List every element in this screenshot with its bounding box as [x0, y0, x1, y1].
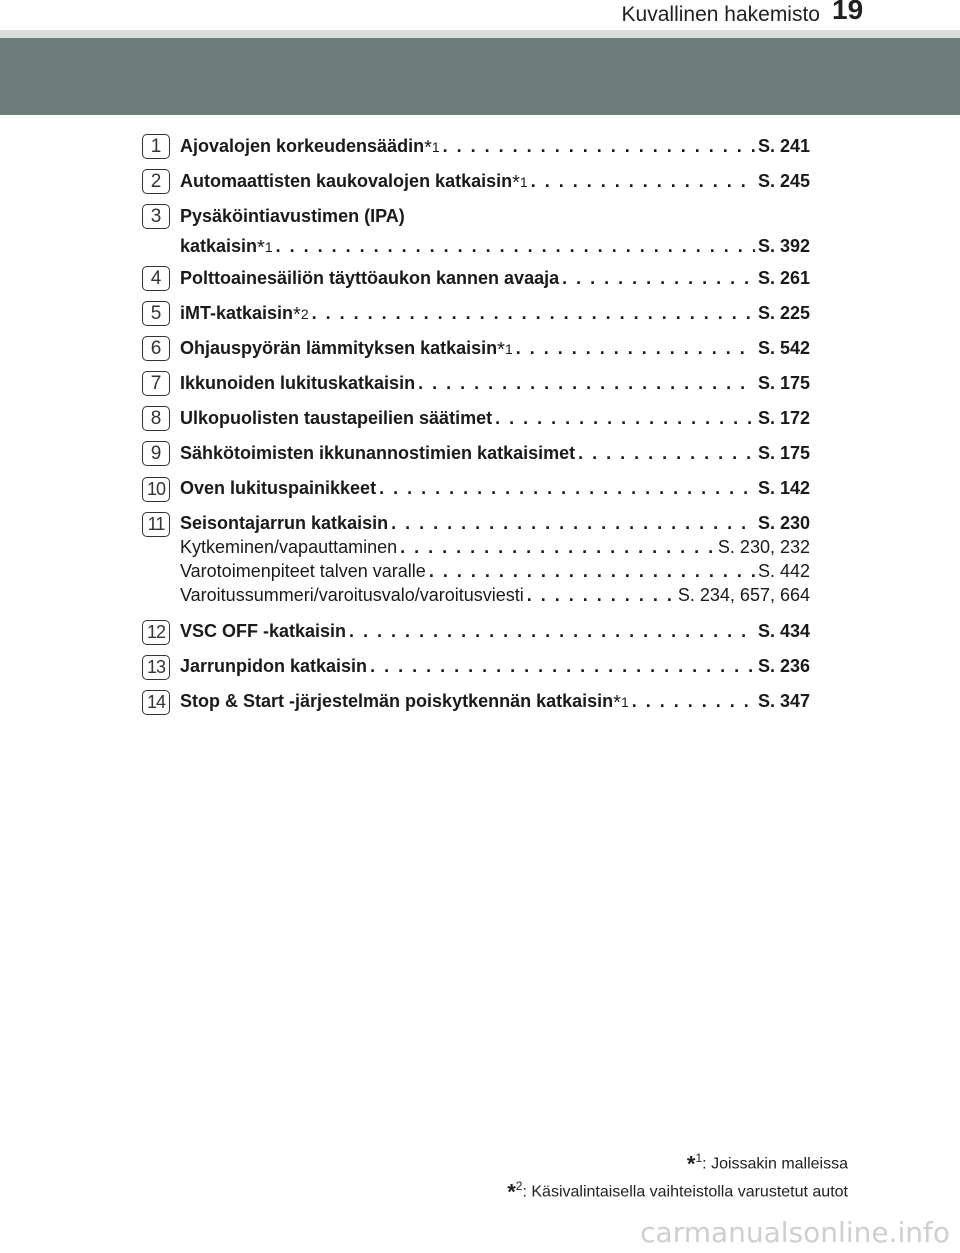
page-reference: S. 392: [757, 236, 810, 256]
page-reference: S. 175: [757, 443, 810, 463]
sub-entry: [180, 583, 810, 607]
index-entry: [180, 441, 810, 465]
page-reference: S. 245: [757, 171, 810, 191]
sub-entry-label: Varotoimenpiteet talven varalle: [180, 561, 426, 581]
sub-entry: [180, 535, 810, 559]
leader-dots: [531, 169, 755, 193]
footnote: *$^2$: Käsivalintaisella vaihteistolla varustetut autot: [507, 1179, 848, 1205]
leader-dots: [527, 583, 675, 607]
entry-label: Jarrunpidon katkaisin: [180, 656, 368, 676]
entry-label: Oven lukituspainikkeet: [180, 478, 377, 498]
leader-dots: [443, 134, 755, 158]
index-entry: [180, 406, 810, 430]
page-reference: S. 241: [757, 136, 810, 156]
entry-label: Sähkötoimisten ikkunannostimien katkaisimet: [180, 443, 576, 463]
entry-label: Ikkunoiden lukituskatkaisin: [180, 373, 416, 393]
entry-label: Ohjauspyörän lämmityksen katkaisin: [180, 338, 498, 358]
footnote-ref: *1: [257, 237, 273, 259]
page-number: 19: [832, 0, 864, 25]
leader-dots: [578, 441, 755, 465]
index-entry: [180, 476, 810, 500]
footnote-ref: *1: [497, 339, 513, 361]
index-entry: [180, 266, 810, 290]
entry-number-badge: 4: [142, 266, 170, 291]
section-title: Kuvallinen hakemisto: [621, 3, 820, 26]
entry-label: Automaattisten kaukovalojen katkaisin: [180, 171, 513, 191]
index-entry: [180, 654, 810, 678]
page-reference: S. 172: [757, 408, 810, 428]
sub-entry: [180, 559, 810, 583]
entry-number-badge: 8: [142, 406, 170, 431]
entry-number-badge: 10: [142, 477, 170, 502]
entry-label: Polttoainesäiliön täyttöaukon kannen avaaja: [180, 268, 560, 288]
page-reference: S. 347: [757, 691, 810, 711]
index-entry: [180, 371, 810, 395]
entry-number-badge: 9: [142, 441, 170, 466]
entry-number-badge: 14: [142, 690, 170, 715]
index-entry: [180, 134, 810, 158]
sub-entry-page: S. 230, 232: [717, 537, 810, 557]
leader-dots: [562, 266, 755, 290]
leader-dots: [418, 371, 755, 395]
entry-number-badge: 6: [142, 336, 170, 361]
leader-dots: [429, 559, 755, 583]
footnote: *$^1$: Joissakin malleissa: [686, 1151, 848, 1177]
entry-label: Ulkopuolisten taustapeilien säätimet: [180, 408, 493, 428]
sub-entry-page: S. 442: [757, 561, 810, 581]
sub-entry-page: S. 234, 657, 664: [677, 585, 810, 605]
page-reference: S. 434: [757, 621, 810, 641]
entry-number-badge: 13: [142, 655, 170, 680]
entry-label: VSC OFF -katkaisin: [180, 621, 347, 641]
page-reference: S. 236: [757, 656, 810, 676]
leader-dots: [400, 535, 715, 559]
leader-dots: [276, 234, 755, 258]
leader-dots: [632, 689, 755, 713]
header-band-light: [0, 30, 960, 38]
leader-dots: [349, 619, 755, 643]
entry-number-badge: 3: [142, 204, 170, 229]
footnote-ref: *1: [512, 172, 528, 194]
page-reference: S. 175: [757, 373, 810, 393]
leader-dots: [516, 336, 755, 360]
leader-dots: [379, 476, 755, 500]
leader-dots: [370, 654, 755, 678]
index-entry: [180, 689, 810, 713]
entry-label: iMT-katkaisin: [180, 303, 294, 323]
entry-label: katkaisin: [180, 236, 258, 256]
index-entry: [180, 511, 810, 607]
entry-label: Stop & Start -järjestelmän poiskytkennän katkaisin: [180, 691, 614, 711]
page-reference: S. 225: [757, 303, 810, 323]
entry-number-badge: 2: [142, 169, 170, 194]
footnote-ref: *2: [293, 304, 309, 326]
entry-label-line1: Pysäköintiavustimen (IPA): [180, 206, 405, 226]
entry-label: Ajovalojen korkeudensäädin: [180, 136, 425, 156]
page-reference: S. 542: [757, 338, 810, 358]
entry-label: Seisontajarrun katkaisin: [180, 513, 389, 533]
entry-number-badge: 11: [142, 512, 170, 537]
page-reference: S. 142: [757, 478, 810, 498]
footnote-ref: *1: [424, 137, 440, 159]
entry-number-badge: 12: [142, 620, 170, 645]
leader-dots: [312, 301, 755, 325]
sub-entry-label: Kytkeminen/vapauttaminen: [180, 537, 398, 557]
index-entry: [180, 619, 810, 643]
watermark: carmanualsonline.info: [640, 1216, 950, 1249]
entry-number-badge: 1: [142, 134, 170, 159]
entry-number-badge: 7: [142, 371, 170, 396]
sub-entry-label: Varoitussummeri/varoitusvalo/varoitusviesti: [180, 585, 524, 605]
index-entry: [180, 301, 810, 325]
footnotes: [507, 1147, 848, 1204]
page-reference: S. 230: [757, 513, 810, 533]
index-entry: [180, 336, 810, 360]
leader-dots: [495, 406, 755, 430]
index-entry: [180, 169, 810, 193]
footnote-ref: *1: [613, 692, 629, 714]
header-band: [0, 38, 960, 115]
entry-number-badge: 5: [142, 301, 170, 326]
index-entry: [180, 204, 810, 258]
page-reference: S. 261: [757, 268, 810, 288]
leader-dots: [391, 511, 755, 535]
